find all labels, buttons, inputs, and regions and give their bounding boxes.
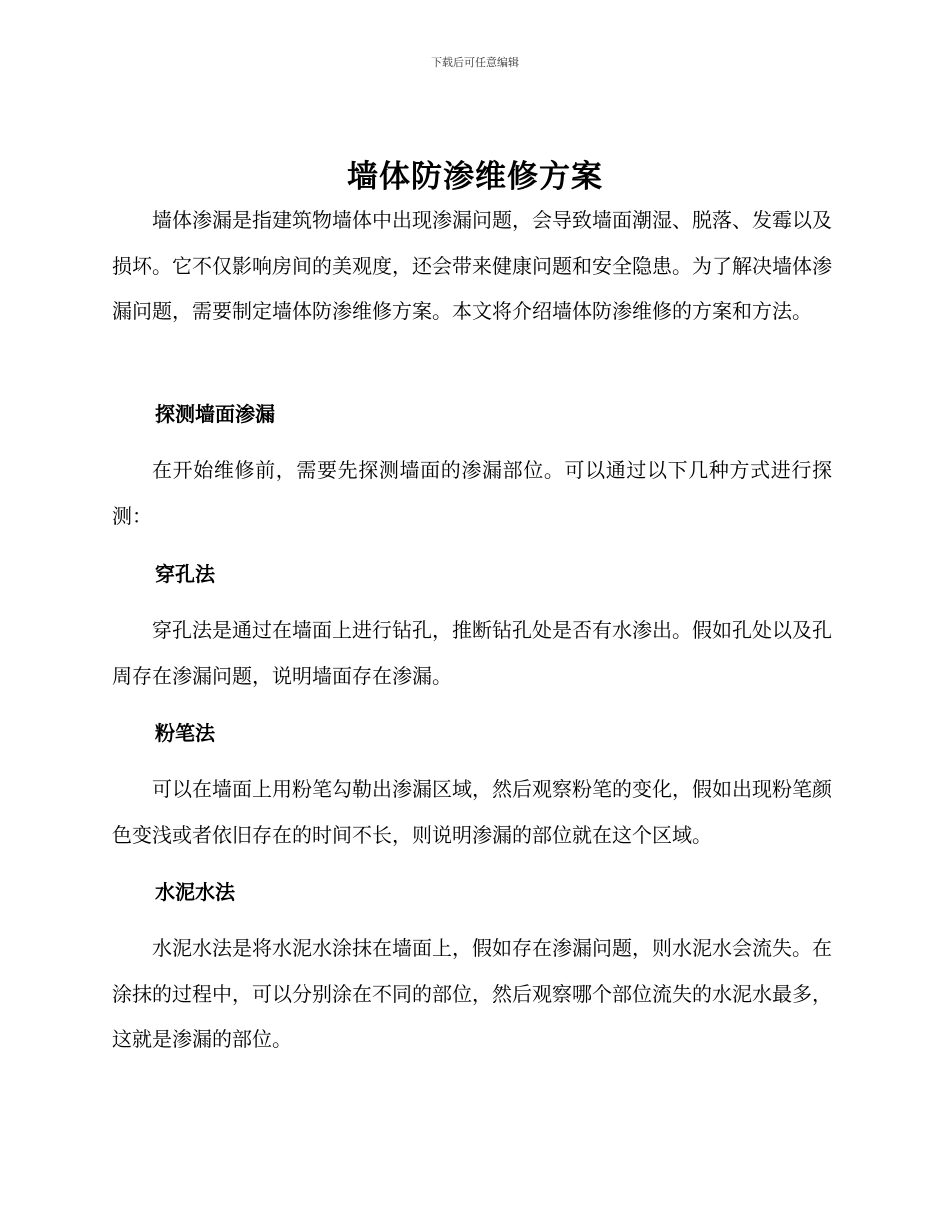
method-heading-cement: 水泥水法 <box>155 880 235 904</box>
method-heading-chalk: 粉笔法 <box>155 721 215 745</box>
cement-paragraph: 水泥水法是将水泥水涂抹在墙面上，假如存在渗漏问题，则水泥水会流失。在涂抹的过程中，可以分别涂在不同的部位，然后观察哪个部位流失的水泥水最多，这就是渗漏的部位。 <box>112 936 832 1051</box>
section-heading-detect: 探测墙面渗漏 <box>155 402 275 426</box>
header-note: 下载后可任意编辑 <box>431 56 519 69</box>
chalk-paragraph: 可以在墙面上用粉笔勾勒出渗漏区域，然后观察粉笔的变化，假如出现粉笔颜色变浅或者依旧存在的时间不长，则说明渗漏的部位就在这个区域。 <box>112 777 832 847</box>
drill-paragraph: 穿孔法是通过在墙面上进行钻孔，推断钻孔处是否有水渗出。假如孔处以及孔周存在渗漏问题，说明墙面存在渗漏。 <box>112 618 832 688</box>
method-heading-drill: 穿孔法 <box>155 562 215 586</box>
intro-paragraph: 墙体渗漏是指建筑物墙体中出现渗漏问题，会导致墙面潮湿、脱落、发霉以及损坏。它不仅影响房间的美观度，还会带来健康问题和安全隐患。为了解决墙体渗漏问题，需要制定墙体防渗维修方案。本文将介绍墙体防渗维修的方案和方法。 <box>112 208 832 323</box>
document-title: 墙体防渗维修方案 <box>347 159 603 195</box>
detect-paragraph: 在开始维修前，需要先探测墙面的渗漏部位。可以通过以下几种方式进行探测： <box>112 458 832 528</box>
